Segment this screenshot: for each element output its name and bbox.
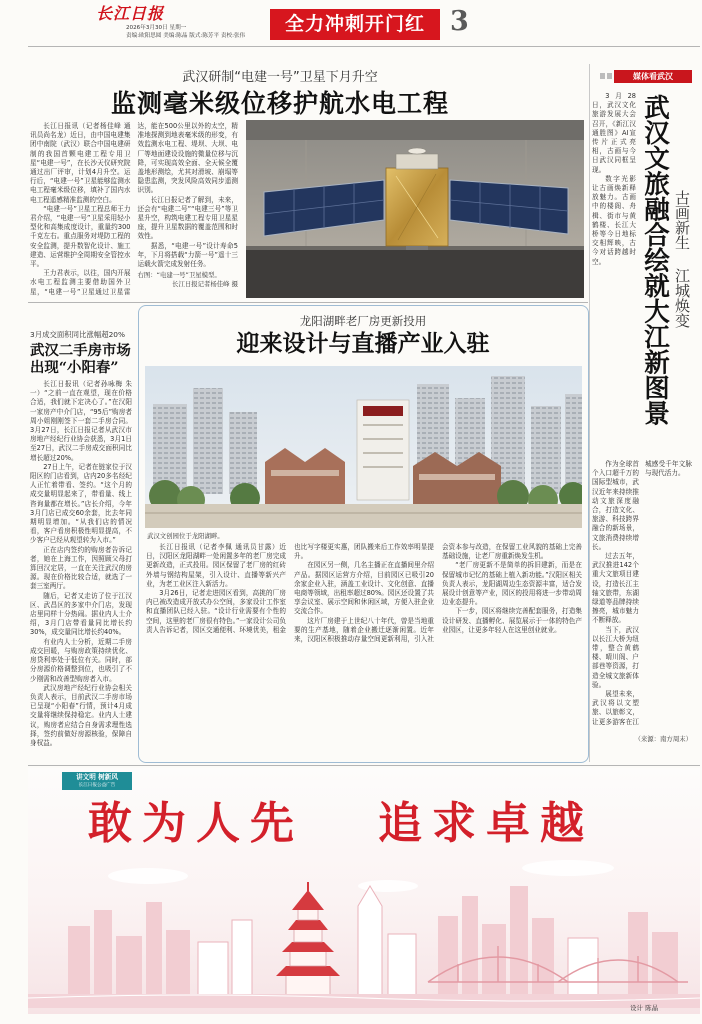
top-article-rule (28, 302, 588, 303)
paragraph: 长江日报讯（记者杨佳峰 通讯员尚名龙）近日，由中国电建集团中南院（武汉）联合中国电建研制的我国首颗电建工程专用卫星“电建一号”，在长沙天仪研究院通过出厂评审，计划4月升空。运行后，“电建一号”卫星能够监测水电工程毫米级位移，填补了国内水电工程遥感精准监测的空白。 (30, 122, 131, 204)
paragraph: 当下，武汉以长江大桥为纽带，整合黄鹤楼、晴川阁、户部巷等资源，打造全城文旅新体验。 (592, 625, 639, 689)
paragraph: 武汉房地产经纪行业协会相关负责人表示，目前武汉二手房市场已呈现“小阳春”行情，预计4月成交量将继续保持稳定。业内人士建议，购房者应结合自身需求理性选择，签约前做好房源核验，保障自身权益。 (30, 683, 132, 747)
factory-headline: 迎来设计与直播产业入驻 (236, 330, 490, 357)
paragraph: 王力君表示，以往，国内开展水电工程监测主要借助国外卫星，“电建一号”卫星通过卫星雷达，能在500公里以外的太空，精准地探测到地表毫米级的形变，有效监测水电工程、堤坝、大坝、电厂等地面建设设施的微量位移与沉降，可实现高效全面、全天候全覆盖地形测绘，尤其对滑坡、崩塌等隐患监测，突发风险高效同步遥测识别。 (30, 122, 238, 296)
paragraph: 展望未来，武汉将以文塑旅、以旅彰文，让更多游客在江城感受千年文脉与现代活力。 (592, 460, 692, 726)
satellite-article-header (30, 70, 530, 119)
paragraph: 在园区另一侧，几名主播正在直播间里介绍产品。据园区运营方介绍，目前园区已吸引20余家企业入驻，涵盖工业设计、文化创意、直播电商等领域，出租率超过80%。园区还设置了共享会议室、展示空间和休闲区域，方便入驻企业交流合作。 (294, 561, 434, 616)
header-rule (28, 46, 700, 47)
media-watch-label: 媒体看武汉 (614, 70, 692, 83)
editor-credits: 责编:欧阳思圆 美编:陈晶 版式:陈芳平 责校:张伟 (126, 33, 246, 39)
satellite-photo-credit: 长江日报记者杨佳峰 摄 (172, 280, 238, 289)
satellite-photo (246, 120, 584, 298)
paragraph: 3月26日，记者走进园区看到，高挑的厂房内已被改造成开放式办公空间，多家设计工作室和直播团队已经入驻。“设计行业需要有个性的空间，这里的老厂房很有特色。”一家设计公司负责人告诉记者，园区交通便利、环境优美，租金也比写字楼更实惠，团队搬来后工作效率明显提升。 (146, 543, 434, 634)
issue-date: 2026年3月30日 星期一 (126, 25, 187, 31)
paragraph: 长江日报讯（记者李佩 通讯员甘露）近日，汉阳区龙阳湖畔一处闲置多年的老厂房完成更新改造，正式投用。园区保留了老厂房的红砖外墙与钢结构屋架，引入设计、直播等新兴产业，为老工业区注入新活力。 (146, 543, 286, 588)
slogan-right: 追求卓越 (378, 798, 594, 849)
ad-label-text: 讲文明 树新风 (76, 773, 118, 781)
paragraph: 下一步，园区将继续完善配套服务，打造集设计研发、直播孵化、展览展示于一体的特色产业园区，让更多年轻人在这里创业就业。 (442, 607, 582, 634)
housing-headline (30, 342, 134, 376)
satellite-caption: 右图：“电建一号”卫星模型。 (137, 271, 221, 280)
ad-sponsor: 长江日报公益广告 (78, 783, 116, 788)
satellite-body (30, 122, 238, 298)
stand (406, 246, 428, 250)
paragraph: 作为全球首个入口超千万的国际型城市，武汉近年来持续推动文旅深度融合，打造文化、旅游、科技跨界融合的新场景，文旅消费持续增长。 (592, 460, 639, 551)
paragraph: 过去五年，武汉推进142个重大文旅项目建设，打造长江主轴文旅带，东湖绿道等品牌持续擦亮，城市魅力不断释放。 (592, 552, 639, 625)
culture-headline: 武汉文旅融合绘就大江新图景 (640, 94, 670, 426)
housing-headline-line2: 出现“小阳春” (30, 359, 119, 376)
building-sign (363, 406, 403, 416)
paragraph: 随后，记者又走访了位于江汉区、武昌区的多家中介门店，发现店里同样十分热闹。据业内人士介绍，3月门店带看量同比增长约30%，成交量同比增长约40%。 (30, 591, 132, 637)
media-watch-tag (600, 70, 692, 83)
culture-body-upper (592, 92, 636, 454)
satellite-kicker: 武汉研制“电建一号”卫星下月升空 (182, 70, 378, 85)
ad-top-rule (28, 765, 700, 766)
paragraph: 长江日报记者了解到，未来，还会有“电建二号”“电建三号”等卫星升空，构筑电建工程专用卫星星座，提升卫星数据的覆盖范围和时效性。 (137, 195, 238, 241)
paragraph: “电建一号”卫星工程总师王力君介绍，“电建一号”卫星采用轻小型化和高集成度设计，重量约300千克左右。重点服务对堤防工程的安全监测，提升数智化设计、施工建造、运营维护全周期安全管控水平。 (30, 204, 131, 269)
factory-caption: 武汉文创园位于龙阳湖畔。 (147, 532, 224, 540)
section-banner: 全力冲刺开门红 (270, 9, 440, 40)
paragraph: 有业内人士分析，近期二手房成交回暖，与购房政策持续优化、房贷利率处于低位有关。同时，部分房源价格调整到位，也吸引了不少刚需和改善型购房者入市。 (30, 637, 132, 683)
housing-headline-line1: 武汉二手房市场 (30, 342, 131, 359)
satellite-headline: 监测毫米级位移护航水电工程 (110, 89, 449, 118)
column-divider (589, 64, 590, 762)
housing-body (30, 380, 132, 758)
paragraph: “老厂房更新不是简单的拆旧建新，而是在保留城市记忆的基础上植入新功能。”汉阳区相关负责人表示，龙阳湖周边生态资源丰富，适合发展设计创意等产业，园区的投用将进一步带动周边业态提升。 (442, 561, 582, 607)
culture-subhead: 古画新生 江城焕变 (673, 190, 691, 328)
display-table (246, 250, 584, 298)
paragraph: 3月28日，武汉文化旅游发展大会召开，《新江汉通胜图》AI宣传片正式亮相，古画与今日武汉同框呈现。 (592, 92, 636, 174)
designer-credit: 设计 陈晶 (630, 1004, 659, 1012)
culture-body-lower (592, 460, 692, 732)
housing-kicker: 3月成交面积同比涨幅超20% (30, 330, 126, 339)
top-module (396, 154, 438, 169)
paragraph: 据悉，“电建一号”设计寿命5年，下月将搭载“力箭一号”遥十三运载火箭完成发射任务。 (137, 241, 238, 269)
ceiling (246, 120, 584, 140)
yellow-crane-tower (276, 882, 340, 996)
factory-kicker: 龙阳湖畔老厂房更新投用 (299, 314, 427, 328)
factory-photo (145, 366, 582, 528)
paragraph: 这片厂房建于上世纪八十年代，曾是当地重要的生产基地，随着企业搬迁逐渐闲置。近年来，汉阳区积极推动存量空间更新利用，引入社会资本参与改造，在保留工业风貌的基础上完善基础设施，让老厂房重新焕发生机。 (294, 543, 582, 644)
factory-body (146, 543, 582, 757)
paragraph: 27日上午，记者在链家位于汉阳区的门店看到，店内20多名经纪人正忙着带看、签约。“这个月的成交量明显起来了，带看量、线上咨询量都在增长。”店长介绍，今年3月门店已成交60余套，比去年同期明显增加。“从我们店的情况看，客户看房积极性明显提高，不少客户已经从观望转为入市。” (30, 462, 132, 545)
culture-source: （来源：南方周末） (634, 735, 692, 743)
slogan-left: 敢为人先 (88, 798, 304, 849)
paragraph: 长江日报讯（记者孙咏梅 朱一）“之前一直在观望，现在价格合适，我们就下定决心了。”在汉阳一家房产中介门店，“95后”购房者周小姐刚刚签下一套二手房合同。3月27日，长江日报记者从武汉市房地产经纪行业协会获悉，3月1日至27日，武汉二手房成交面积同比增长超过20%。 (30, 380, 132, 462)
clouds (108, 860, 614, 892)
plaza (145, 504, 582, 528)
ad-label (62, 772, 132, 790)
paragraph: 正在店内签约的购房者告诉记者，她在上海工作，因照顾父母打算回汉定居，一直在关注武汉的房源。现在价格比较合适，就选了一套三室两厅。 (30, 545, 132, 591)
renovated-building (357, 400, 409, 500)
antenna-dish (408, 148, 426, 154)
paragraph: 数字光影让古画焕新释放魅力。古画中的楼阁、舟楫、街市与黄鹤楼、长江大桥等今日地标交相辉映，古今对话跨越时空。 (592, 174, 636, 266)
page-number: 3 (450, 6, 469, 37)
wuhan-skyline-illustration (28, 846, 700, 1008)
masthead-logo: 长江日报 (96, 4, 165, 23)
